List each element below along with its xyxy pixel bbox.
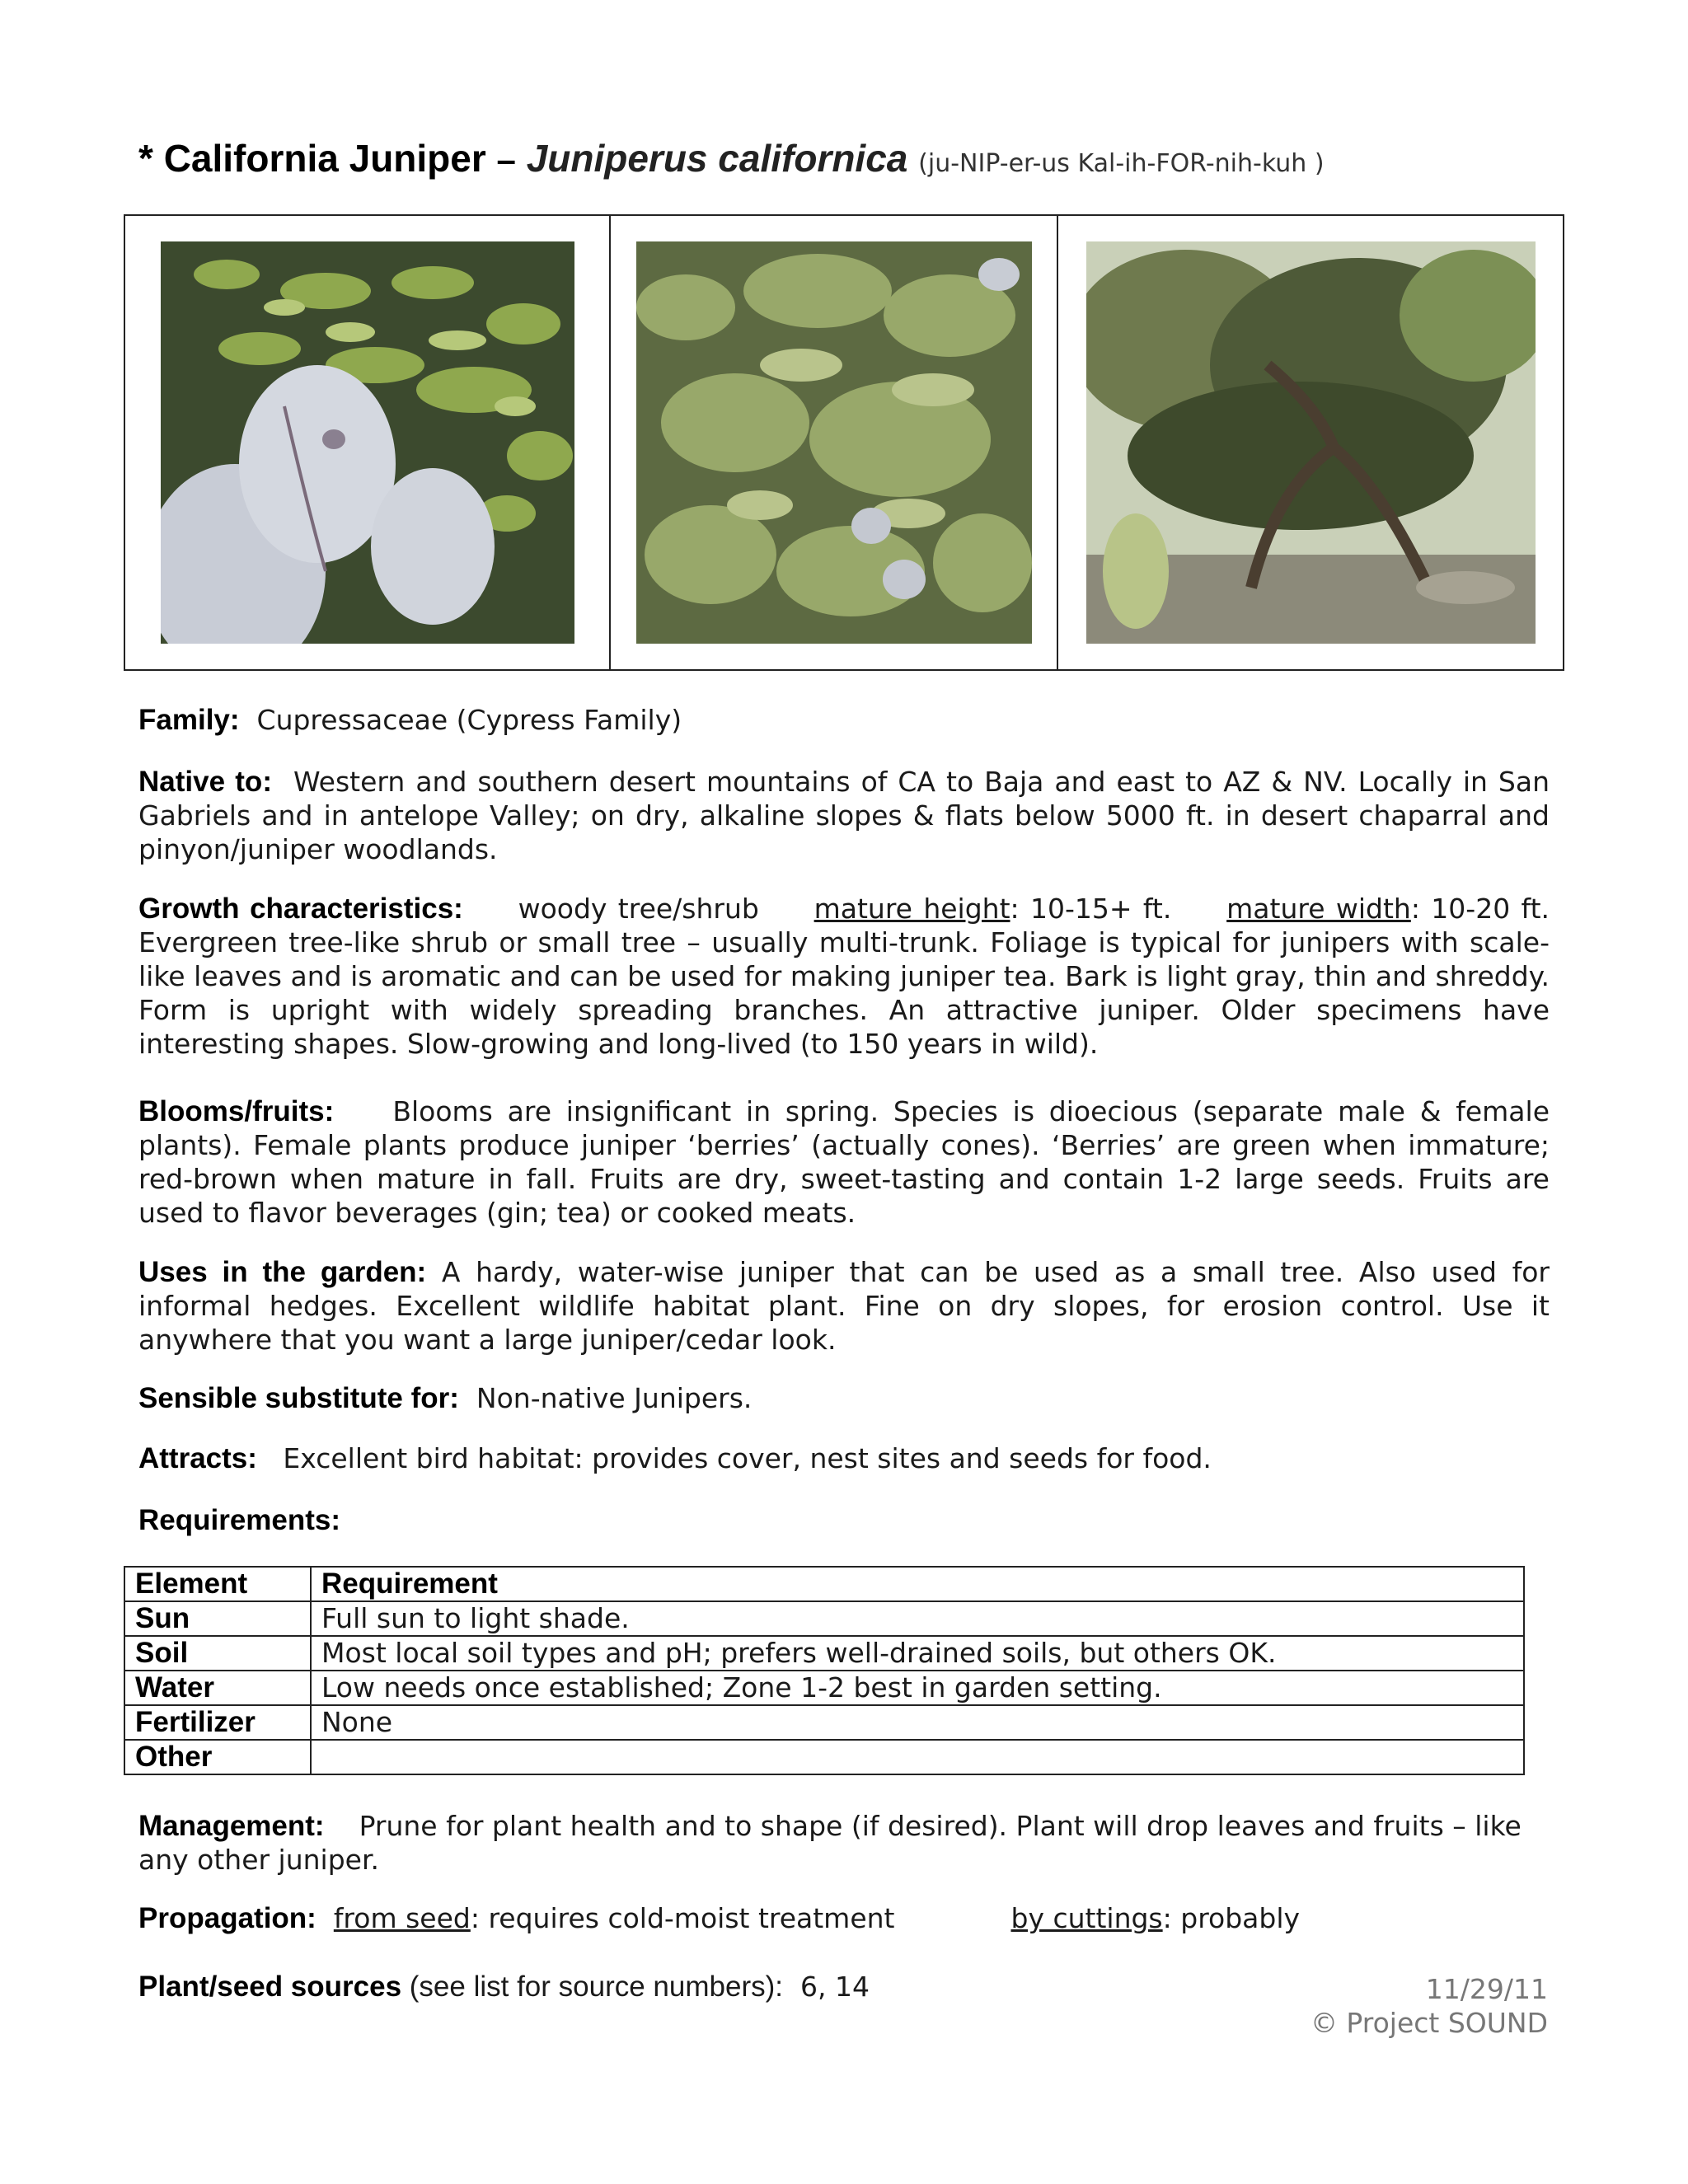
table-row [124, 1705, 1524, 1740]
page-title [138, 136, 1325, 180]
table-row [124, 1671, 1524, 1705]
element-cell: Other [124, 1740, 311, 1774]
propagation-section [138, 1901, 1550, 1935]
family-section [138, 703, 1550, 737]
element-cell: Sun [124, 1601, 311, 1636]
family-text: Cupressaceae (Cypress Family) [256, 704, 682, 736]
management-text: Prune for plant health and to shape (if desired). Plant will drop leaves and fruits – like any other juniper. [138, 1810, 1522, 1876]
photo-divider [609, 214, 611, 671]
substitute-text: Non-native Junipers. [476, 1382, 753, 1414]
from-seed-text: : requires cold-moist treatment [470, 1902, 895, 1934]
juniper-tree-photo [1086, 241, 1536, 644]
substitute-section [138, 1381, 1550, 1415]
growth-label: Growth characteristics: [138, 893, 463, 925]
requirement-cell [311, 1740, 1524, 1774]
uses-section [138, 1255, 1550, 1357]
element-cell: Fertilizer [124, 1705, 311, 1740]
copyright: © Project SOUND [1310, 2007, 1548, 2039]
growth-text: Evergreen tree-like shrub or small tree – usually multi-trunk. Foliage is typical for junipers with scale-like leaves and is aromatic and can be used for making juniper tea. Bark is light gray, thin and shreddy. Form is upright with widely spreading branches. An attractive juniper. Older specimens have interesting shapes. Slow-growing and long-lived (to 150 years in wild). [138, 926, 1550, 1060]
revision-date: 11/29/11 [1425, 1973, 1548, 2005]
mature-width-label: mature width [1226, 893, 1411, 925]
attracts-text: Excellent bird habitat: provides cover, nest sites and seeds for food. [283, 1442, 1212, 1474]
column-header-element: Element [124, 1567, 311, 1601]
growth-type: woody tree/shrub [518, 893, 759, 925]
native-label: Native to: [138, 766, 272, 798]
sources-text: 6, 14 [799, 1971, 870, 2003]
common-name: California Juniper [163, 137, 486, 180]
requirements-table [124, 1566, 1525, 1775]
native-section [138, 765, 1550, 866]
sources-section [138, 1970, 1210, 2004]
by-cuttings-text: : probably [1162, 1902, 1301, 1934]
blooms-label: Blooms/fruits: [138, 1095, 335, 1127]
substitute-label: Sensible substitute for: [138, 1382, 459, 1414]
uses-text: A hardy, water-wise juniper that can be used as a small tree. Also used for informal hedges. Excellent wildlife habitat plant. Fine on dry slopes, for erosion control. Use it anywhere that you want a large juniper/cedar look. [138, 1256, 1550, 1356]
management-section [138, 1809, 1550, 1877]
sources-note: (see list for source numbers): [401, 1971, 783, 2003]
sources-label: Plant/seed sources [138, 1971, 402, 2003]
family-label: Family: [138, 704, 240, 736]
mature-width-value: : 10-20 ft. [1410, 893, 1550, 925]
propagation-label: Propagation: [138, 1902, 316, 1934]
table-row [124, 1636, 1524, 1671]
growth-section [138, 892, 1550, 1061]
requirement-cell: Full sun to light shade. [311, 1601, 1524, 1636]
from-seed-label: from seed [333, 1902, 471, 1934]
uses-label: Uses in the garden: [138, 1256, 427, 1288]
by-cuttings-label: by cuttings [1010, 1902, 1163, 1934]
mature-height-value: : 10-15+ ft. [1010, 893, 1172, 925]
scientific-name: Juniperus californica [526, 137, 908, 180]
footer [1311, 1972, 1548, 2040]
blooms-text: Blooms are insignificant in spring. Species is dioecious (separate male & female plants). Female plants produce juniper ‘berries’ (actually cones). ‘Berries’ are green when immature; red-brown when mature in fall. Fruits are dry, sweet-tasting and contain 1-2 large seeds. Fruits are used to flavor beverages (gin; tea) or cooked meats. [138, 1095, 1550, 1229]
juniper-foliage-photo [636, 241, 1032, 644]
attracts-label: Attracts: [138, 1442, 257, 1474]
element-cell: Water [124, 1671, 311, 1705]
requirements-label: Requirements: [138, 1504, 341, 1536]
pronunciation: (ju-NIP-er-us Kal-ih-FOR-nih-kuh ) [918, 149, 1325, 178]
requirement-cell: Most local soil types and pH; prefers well-drained soils, but others OK. [311, 1636, 1524, 1671]
requirement-cell: None [311, 1705, 1524, 1740]
table-row [124, 1601, 1524, 1636]
native-text: Western and southern desert mountains of CA to Baja and east to AZ & NV. Locally in San Gabriels and in antelope Valley; on dry, alkaline slopes & flats below 5000 ft. in desert chaparral and pinyon/juniper woodlands. [138, 766, 1550, 865]
requirements-section [138, 1503, 1550, 1537]
mature-height-label: mature height [814, 893, 1010, 925]
blooms-section [138, 1094, 1550, 1230]
attracts-section [138, 1441, 1550, 1475]
requirement-cell: Low needs once established; Zone 1-2 best in garden setting. [311, 1671, 1524, 1705]
column-header-requirement: Requirement [311, 1567, 1524, 1601]
element-cell: Soil [124, 1636, 311, 1671]
management-label: Management: [138, 1810, 325, 1842]
table-row [124, 1740, 1524, 1774]
photo-divider [1057, 214, 1058, 671]
title-dash: – [496, 140, 516, 179]
juniper-berries-closeup-photo [161, 241, 574, 644]
table-header-row [124, 1567, 1524, 1601]
title-prefix: * [138, 137, 164, 180]
